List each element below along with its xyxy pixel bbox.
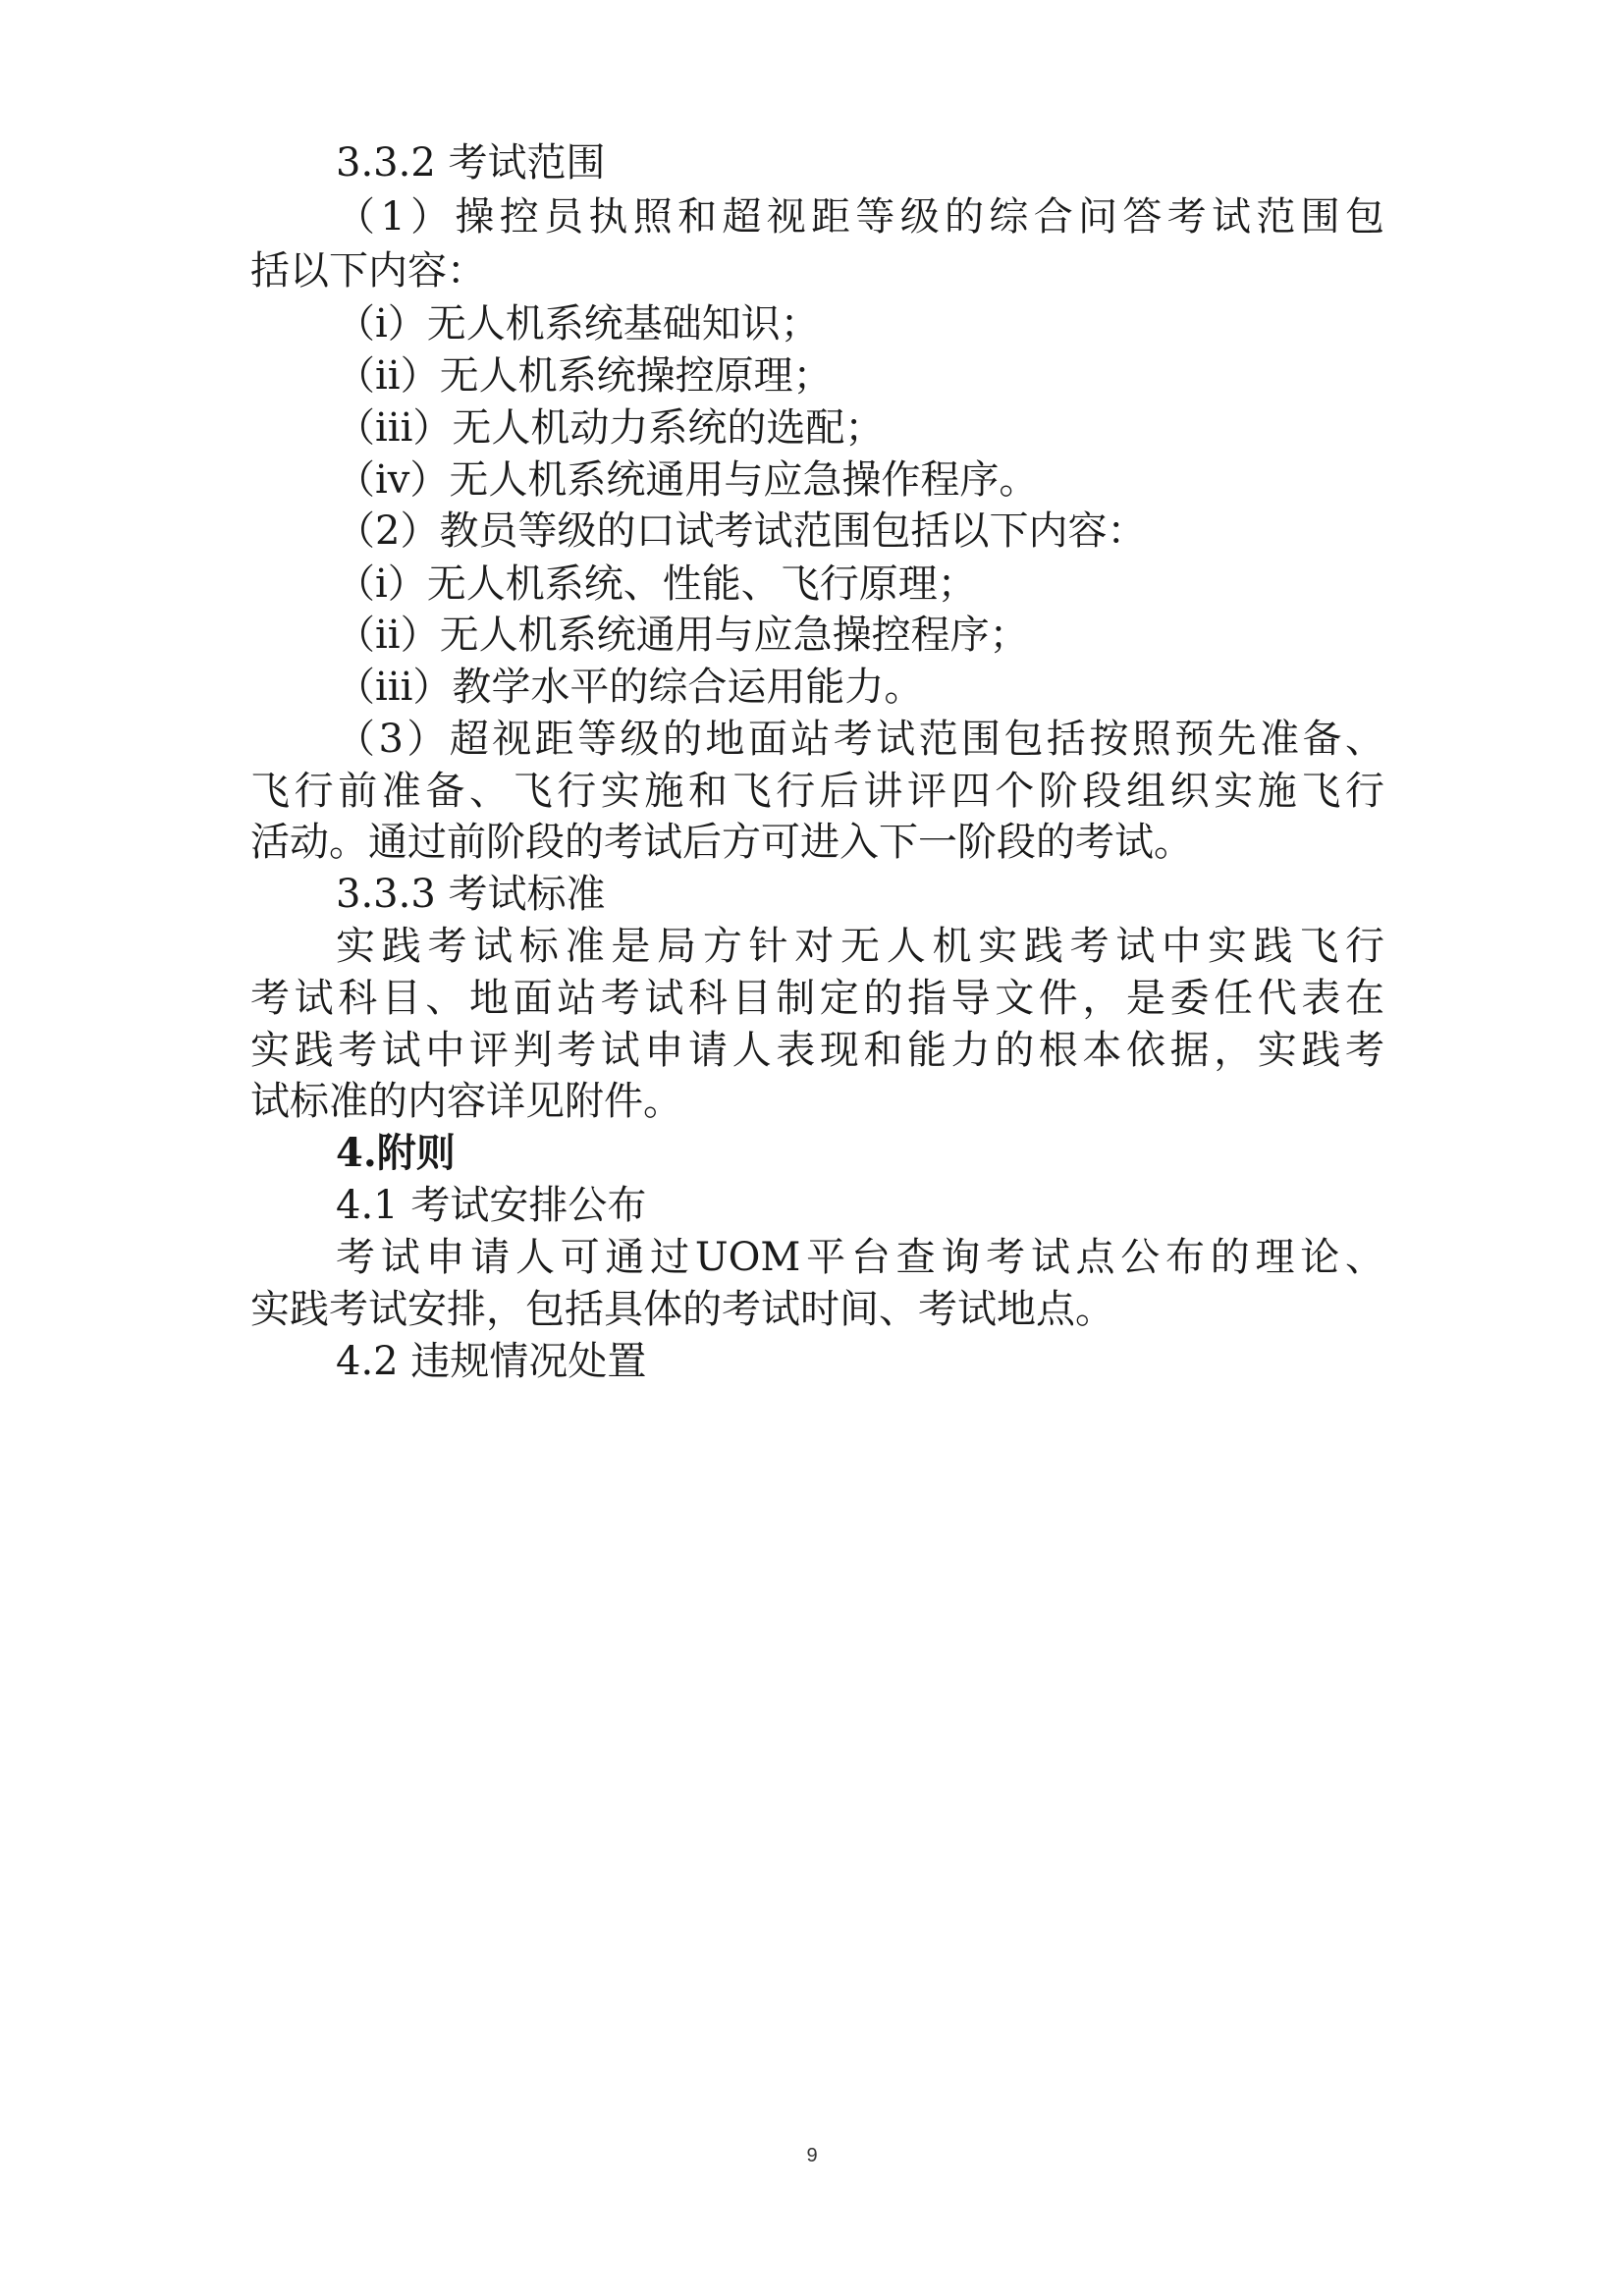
paragraph-line: （2）教员等级的口试考试范围包括以下内容： — [336, 508, 1147, 554]
paragraph-line: 括以下内容： — [250, 248, 486, 294]
list-item: （iv）无人机系统通用与应急操作程序。 — [336, 457, 1039, 503]
section-heading-4-2: 4.2 违规情况处置 — [336, 1339, 647, 1384]
page-number: 9 — [806, 2145, 818, 2166]
paragraph-line: 考试科目、地面站考试科目制定的指导文件，是委任代表在 — [250, 976, 1384, 1021]
section-heading-3-3-2: 3.3.2 考试范围 — [336, 140, 606, 186]
list-item: （iii）无人机动力系统的选配； — [336, 405, 885, 451]
paragraph-line: （1）操控员执照和超视距等级的综合问答考试范围包 — [336, 194, 1384, 240]
paragraph-line: 飞行前准备、飞行实施和飞行后讲评四个阶段组织实施飞行 — [250, 769, 1384, 814]
list-item: （i）无人机系统、性能、飞行原理； — [336, 561, 977, 607]
section-heading-3-3-3: 3.3.3 考试标准 — [336, 872, 606, 917]
list-item: （iii）教学水平的综合运用能力。 — [336, 665, 924, 710]
paragraph-line: 活动。通过前阶段的考试后方可进入下一阶段的考试。 — [250, 820, 1193, 865]
list-item: （i）无人机系统基础知识； — [336, 301, 820, 347]
paragraph-line: （3）超视距等级的地面站考试范围包括按照预先准备、 — [336, 717, 1384, 762]
paragraph-line: 试标准的内容详见附件。 — [250, 1079, 682, 1124]
list-item: （ii）无人机系统操控原理； — [336, 353, 833, 399]
paragraph-line: 实践考试中评判考试申请人表现和能力的根本依据，实践考 — [250, 1028, 1384, 1073]
paragraph-line: 实践考试标准是局方针对无人机实践考试中实践飞行 — [336, 924, 1384, 969]
list-item: （ii）无人机系统通用与应急操控程序； — [336, 613, 1029, 658]
paragraph-line: 考试申请人可通过UOM平台查询考试点公布的理论、 — [336, 1235, 1384, 1280]
paragraph-line: 实践考试安排，包括具体的考试时间、考试地点。 — [250, 1287, 1114, 1332]
section-heading-4: 4.附则 — [336, 1130, 456, 1176]
section-heading-4-1: 4.1 考试安排公布 — [336, 1183, 647, 1228]
